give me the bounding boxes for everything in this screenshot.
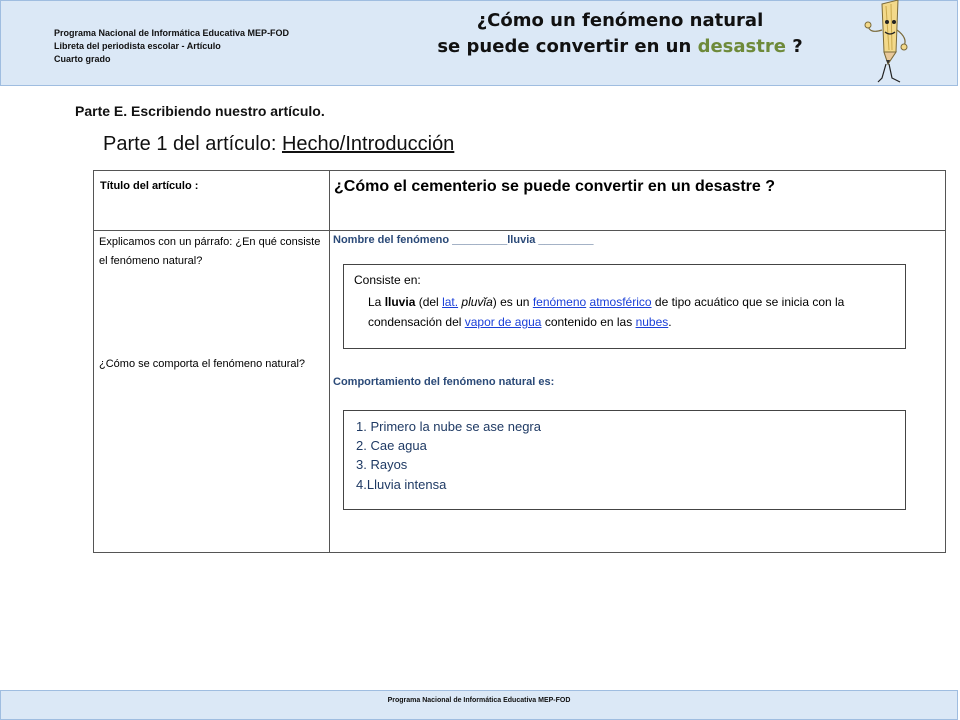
article-part-value: Hecho/Introducción — [281, 133, 455, 155]
table-row-divider — [93, 230, 946, 231]
link-vapor-de-agua[interactable]: vapor de agua — [464, 315, 542, 329]
list-item: 3. Rayos — [356, 457, 408, 472]
title-line-1: ¿Cómo un fenómeno natural — [476, 10, 764, 31]
header-program-info — [54, 27, 289, 66]
footer-text: Programa Nacional de Informática Educativa MEP-FOD — [387, 697, 571, 704]
link-fenomeno[interactable]: fenómeno — [532, 295, 587, 309]
program-name: Programa Nacional de Informática Educativa MEP-FOD — [54, 28, 290, 38]
pencil-character-icon — [860, 0, 960, 92]
section-heading: Parte E. Escribiendo nuestro artículo. — [75, 103, 325, 119]
article-title-label: Título del artículo : — [100, 180, 199, 192]
notebook-name: Libreta del periodista escolar - Artículo — [54, 41, 221, 51]
link-atmosferico[interactable]: atmosférico — [589, 295, 652, 309]
list-item: 2. Cae agua — [356, 438, 427, 453]
title-line-2: se puede convertir en un desastre ? — [437, 36, 803, 57]
article-title-value: ¿Cómo el cementerio se puede convertir en un desastre ? — [334, 178, 776, 195]
grade-level: Cuarto grado — [54, 54, 111, 64]
title-accent-word: desastre — [697, 36, 786, 57]
definition-box — [343, 264, 906, 349]
question-how-behaves: ¿Cómo se comporta el fenómeno natural? — [99, 358, 306, 370]
footer-band — [0, 690, 958, 720]
page-title — [420, 8, 820, 60]
link-nubes[interactable]: nubes — [635, 315, 669, 329]
behavior-label: Comportamiento del fenómeno natural es: — [333, 376, 555, 388]
table-column-divider — [329, 170, 330, 553]
definition-text: La lluvia (del lat. pluvĭa) es un fenómeno atmosférico de tipo acuático que se inicia con la condensación del vapor de agua contenido en las nubes. — [368, 295, 845, 329]
definition-heading: Consiste en: — [354, 273, 421, 287]
link-lat[interactable]: lat. — [442, 295, 459, 309]
list-item: 1. Primero la nube se ase negra — [356, 419, 541, 434]
question-what-is: Explicamos con un párrafo: ¿En qué consiste el fenómeno natural? — [99, 236, 321, 267]
phenomenon-name: Nombre del fenómeno _________lluvia _________ — [333, 234, 594, 246]
behavior-box — [343, 410, 906, 510]
list-item: 4.Lluvia intensa — [356, 477, 447, 492]
article-part-heading: Parte 1 del artículo: Hecho/Introducción — [103, 133, 455, 155]
